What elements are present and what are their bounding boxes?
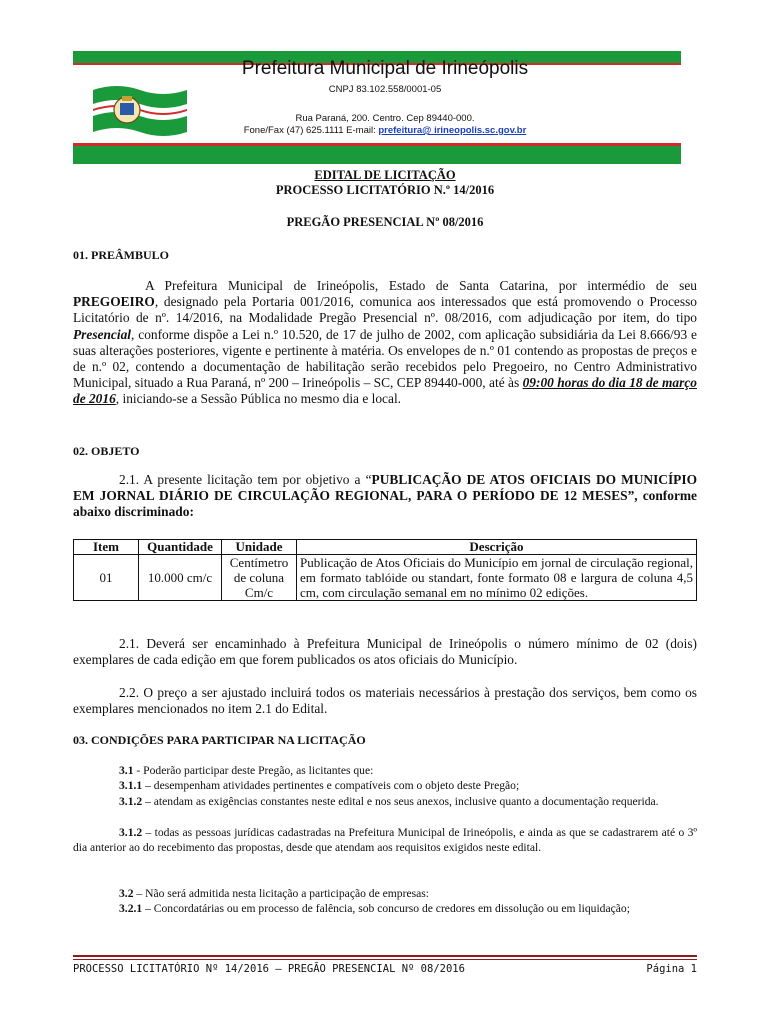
section-condicoes-heading: 03. CONDIÇÕES PARA PARTICIPAR NA LICITAÇÃO <box>73 733 366 747</box>
footer-rule-thin <box>73 959 697 960</box>
cell-item: 01 <box>74 555 139 601</box>
col-unidade-header: Unidade <box>222 540 297 555</box>
cell-quantidade: 10.000 cm/c <box>139 555 222 601</box>
footer-left-text: PROCESSO LICITATÓRIO Nº 14/2016 – PREGÃO PRESENCIAL Nº 08/2016 <box>73 963 465 975</box>
objeto-paragraph: 2.1. A presente licitação tem por objetivo a “PUBLICAÇÃO DE ATOS OFICIAIS DO MUNICÍPIO EM JORNAL DIÁRIO DE CIRCULAÇÃO REGIONAL, PARA O PERÍODO DE 12 MESES”, conforme abaixo discriminado: <box>73 472 697 520</box>
header-green-band-bottom <box>73 146 681 164</box>
page-number: Página 1 <box>646 963 697 975</box>
address-text: Rua Paraná, 200. Centro. Cep 89440-000. <box>295 113 475 124</box>
paragraph-3-1: 3.1 - Poderão participar deste Pregão, as licitantes que: <box>119 764 374 777</box>
col-item-header: Item <box>74 540 139 555</box>
cell-descricao: Publicação de Atos Oficiais do Município em jornal de circulação regional, em formato tablóide ou standart, fonte formato 08 e largura de coluna 4,5 cm, com circulação semanal em no mínimo 02 edições. <box>297 555 697 601</box>
municipality-title: Prefeitura Municipal de Irineópolis <box>241 58 529 79</box>
edital-title: EDITAL DE LICITAÇÃO <box>314 168 456 182</box>
paragraph-3-2-1: 3.2.1 – Concordatárias ou em processo de falência, sob concurso de credores em dissolução ou em liquidação; <box>119 902 630 915</box>
paragraph-3-1-1: 3.1.1 – desempenham atividades pertinentes e compatíveis com o objeto deste Pregão; <box>119 779 520 792</box>
paragraph-3-1-2: 3.1.2 – atendam as exigências constantes neste edital e nos seus anexos, inclusive quanto a documentação requerida. <box>119 795 659 808</box>
paragraph-2-1: 2.1. Deverá ser encaminhado à Prefeitura Municipal de Irineópolis o número mínimo de 02 (dois) exemplares de cada edição em que forem publicados os atos oficiais do Município. <box>73 636 697 668</box>
process-title: PROCESSO LICITATÓRIO N.º 14/2016 <box>275 183 495 197</box>
paragraph-3-2: 3.2 – Não será admitida nesta licitação a participação de empresas: <box>119 887 430 900</box>
section-preambulo-heading: 01. PREÂMBULO <box>73 248 169 262</box>
email-link[interactable]: prefeitura@ irineopolis.sc.gov.br <box>378 125 527 136</box>
items-table <box>73 539 697 601</box>
col-descricao-header: Descrição <box>297 540 697 555</box>
section-objeto-heading: 02. OBJETO <box>73 444 140 458</box>
contact-line <box>0 125 770 136</box>
col-quantidade-header: Quantidade <box>139 540 222 555</box>
cnpj-text: CNPJ 83.102.558/0001-05 <box>328 84 442 95</box>
footer-rule <box>73 955 697 957</box>
cell-unidade: Centímetro de coluna Cm/c <box>222 555 297 601</box>
paragraph-2-2: 2.2. O preço a ser ajustado incluirá todos os materiais necessários à prestação dos serviços, bem como os exemplares mencionados no item 2.1 do Edital. <box>73 685 697 717</box>
pregao-title: PREGÃO PRESENCIAL Nº 08/2016 <box>286 215 484 229</box>
preambulo-paragraph: A Prefeitura Municipal de Irineópolis, Estado de Santa Catarina, por intermédio de seu PREGOEIRO, designado pela Portaria 001/2016, comunica aos interessados que está promovendo o Processo Licitatório de nº. 14/2016, na Modalidade Pregão Presencial nº. 08/2016, com adjudicação por item, do tipo Presencial, conforme dispõe a Lei n.º 10.520, de 17 de julho de 2002, com aplicação subsidiária da Lei 8.666/93 e suas alterações posteriores, vigente e pertinente à matéria. Os envelopes de n.º 01 contendo as propostas de preços e de n.º 02, contendo a documentação de habilitação serão recebidos pelo Pregoeiro, no Centro Administrativo Municipal, situado a Rua Paraná, nº 200 – Irineópolis – SC, CEP 89440-000, até às 09:00 horas do dia 18 de março de 2016, iniciando-se a Sessão Pública no mesmo dia e local. <box>73 278 697 407</box>
contact-prefix: Fone/Fax (47) 625.1111 E-mail: <box>243 125 379 136</box>
paragraph-3-1-2b: 3.1.2 – todas as pessoas jurídicas cadastradas na Prefeitura Municipal de Irineópolis, e ainda as que se cadastrarem até o 3º dia anterior ao do recebimento das propostas, desde que atendam aos requisitos exigidos neste edital. <box>73 826 697 855</box>
table-row <box>74 555 697 601</box>
